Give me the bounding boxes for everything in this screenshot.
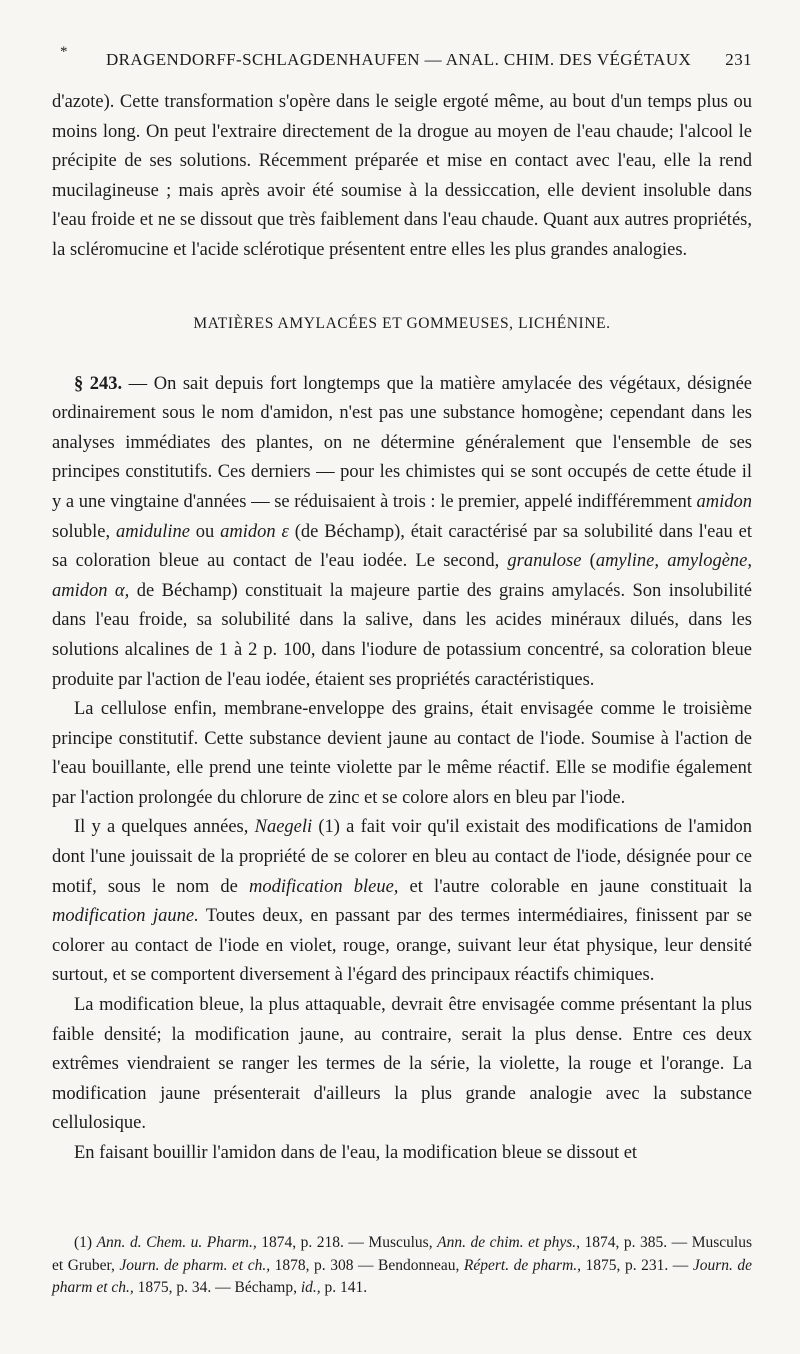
text-run: 1878, p. 308 — Bendonneau,	[270, 1256, 464, 1274]
text-run: p. 141.	[320, 1279, 368, 1296]
italic-term: modification bleue,	[249, 876, 399, 897]
text-run: ou	[189, 521, 221, 542]
text-run: 1875, p. 231. —	[581, 1256, 693, 1274]
running-header	[60, 44, 752, 76]
footnote-1	[52, 1232, 752, 1300]
italic-term: id.,	[300, 1279, 321, 1296]
italic-term: granulose	[507, 551, 582, 572]
section-title: MATIÈRES AMYLACÉES ET GOMMEUSES, LICHÉNINE.	[193, 314, 611, 332]
header-ornament: *	[60, 44, 68, 60]
text-run: (	[581, 551, 596, 572]
section-number: § 243.	[74, 373, 123, 394]
italic-term: modification jaune.	[52, 906, 199, 927]
paragraph-naegeli	[52, 813, 752, 991]
italic-term: Journ. de pharm. et ch.,	[119, 1256, 271, 1274]
text-run: Il y a quelques années,	[74, 817, 255, 838]
italic-term: amidon	[696, 491, 752, 512]
italic-term: amyline, amylogène, amidon α,	[52, 551, 752, 601]
text-run: (1) a fait voir qu'il existait des modifications de l'amidon dont l'une jouissait de la propriété de se colorer en bleu au contact de l'iode, désignée pour ce motif, sous le nom de	[52, 817, 752, 897]
text-run: — On sait depuis fort longtemps que la matière amylacée des végétaux, désignée ordinairement sous le nom d'amidon, n'est pas une substance homogène; cependant dans les analyses immédiates des plantes, on ne détermine généralement que l'ensemble de ses principes constitutifs. Ces derniers — pour les chimistes qui se sont occupés de cette étude il y a une vingtaine d'années — se réduisaient à trois : le premier, appelé indifféremment	[52, 373, 752, 512]
footnotes	[52, 1232, 752, 1300]
text-run: et l'autre colorable en jaune constituait la	[398, 876, 752, 897]
paragraph-bouillir: En faisant bouillir l'amidon dans de l'eau, la modification bleue se dissout et	[74, 1143, 638, 1163]
text-run: de Béchamp) constituait la majeure partie des grains amylacés. Son insolubilité dans l'eau froide, sa solubilité dans la salive, dans les acides minéraux dilués, dans les solutions alcalines de 1 à 2 p. 100, dans l'iodure de potassium concentré, sa coloration bleue produite par l'action de l'eau iodée, étaient ses propriétés caractéristiques.	[52, 580, 752, 690]
italic-term: Répert. de pharm.,	[463, 1256, 582, 1274]
paragraph-cellulose: La cellulose enfin, membrane-enveloppe des grains, était envisagée comme le troisième principe constitutif. Cette substance devient jaune au contact de l'iode. Soumise à l'action de l'eau bouillante, elle prend une teinte violette par le même réactif. Elle se modifie également par l'action prolongée du chlorure de zinc et se colore alors en bleu par l'iode.	[52, 699, 752, 808]
main-text	[52, 88, 752, 1169]
italic-term: Ann. d. Chem. u. Pharm.,	[96, 1234, 257, 1251]
paragraph-modification: La modification bleue, la plus attaquable, devrait être envisagée comme présentant la plus faible densité; la modification jaune, au contraire, serait la plus dense. Entre ces deux extrêmes viendraient se ranger les termes de la série, la violette, la rouge et l'orange. La modification jaune présenterait d'ailleurs la plus grande analogie avec la substance cellulosique.	[52, 995, 752, 1134]
paragraph-243	[52, 370, 752, 696]
page-number: 231	[725, 50, 752, 69]
italic-term: Journ. de pharm et ch.,	[52, 1256, 753, 1296]
italic-term: amidon ε	[220, 521, 289, 542]
text-run: (de Béchamp), était caractérisé par sa solubilité dans l'eau et sa coloration bleue au contact de l'eau iodée. Le second,	[52, 521, 752, 572]
italic-term: amiduline	[115, 521, 190, 542]
text-run: soluble,	[52, 521, 116, 542]
text-run: 1874, p. 218. — Musculus,	[256, 1234, 438, 1251]
italic-term: Ann. de chim. et phys.,	[437, 1234, 580, 1251]
text-run: Toutes deux, en passant par des termes intermédiaires, finissent par se colorer au contact de l'iode en violet, rouge, orange, suivant leur état physique, leur densité surtout, et se comportent diversement à l'égard des principaux réactifs chimiques.	[52, 906, 752, 986]
text-run: (1)	[74, 1234, 97, 1251]
text-run: 1874, p. 385. — Musculus et Gruber,	[52, 1234, 752, 1274]
running-title: DRAGENDORFF-SCHLAGDENHAUFEN — ANAL. CHIM. DES VÉGÉTAUX	[106, 50, 692, 69]
paragraph-continuation: d'azote). Cette transformation s'opère dans le seigle ergoté même, au bout d'un temps plus ou moins long. On peut l'extraire directement de la drogue au moyen de l'eau chaude; l'alcool le précipite de ses solutions. Récemment préparée et mise en contact avec l'eau, elle la rend mucilagineuse ; mais après avoir été soumise à la dessiccation, elle devient insoluble dans l'eau froide et ne se dissout que très faiblement dans l'eau chaude. Quant aux autres propriétés, la scléromucine et l'acide sclérotique présentent entre elles les plus grandes analogies.	[52, 92, 752, 260]
italic-term: Naegeli	[254, 817, 313, 838]
text-run: 1875, p. 34. — Béchamp,	[133, 1279, 301, 1296]
